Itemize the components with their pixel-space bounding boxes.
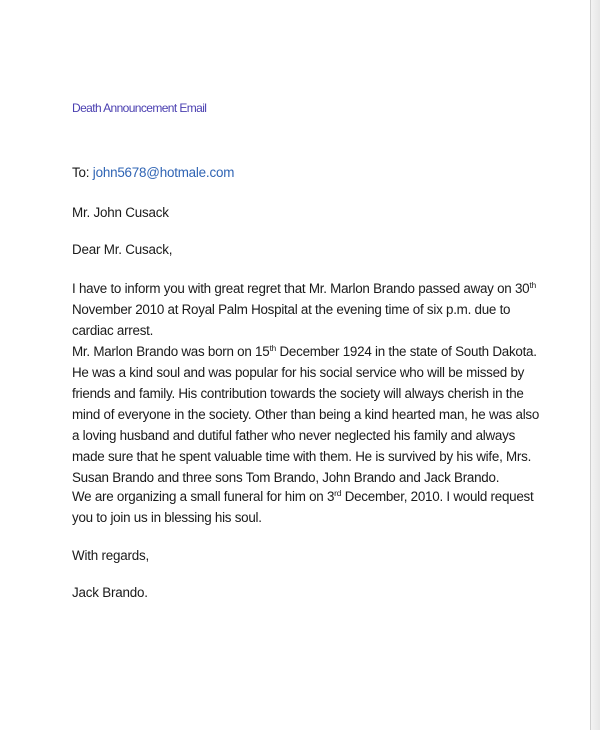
signature: Jack Brando. [72,585,148,600]
ordinal-suffix: th [269,343,277,353]
to-line [72,163,234,183]
paragraph-death-notice [72,278,542,341]
paragraph-text: We are organizing a small funeral for him on 3 [72,489,335,504]
paragraph-text: December 1924 in the state of South Dakota. He was a kind soul and was popular for his social service who will be missed by friends and family. His contribution towards the society will always cherish in the mind of everyone in the society. Other than being a kind hearted man, he was also a loving husband and dutiful father who never neglected his family and always made sure that he spent valuable time with them. He is survived by his wife, Mrs. Susan Brando and three sons Tom Brando, John Brando and Jack Brando. [72,344,540,485]
ordinal-suffix: th [529,280,536,290]
salutation: Dear Mr. Cusack, [72,242,173,257]
paragraph-text: December, 2010. I would request you to join us in blessing his soul. [72,489,534,525]
paragraph-text: I have to inform you with great regret that Mr. Marlon Brando passed away on 30 [72,281,530,296]
ordinal-suffix: rd [334,488,342,498]
page-edge [590,0,600,730]
to-label: To: [72,165,93,180]
paragraph-text: November 2010 at Royal Palm Hospital at the evening time of six p.m. due to cardiac arrest. [72,302,511,338]
closing: With regards, [72,548,150,563]
recipient-name: Mr. John Cusack [72,205,169,220]
paragraph-text: Mr. Marlon Brando was born on 15 [72,344,270,359]
paragraph-funeral [72,486,542,528]
paragraph-biography [72,341,542,488]
recipient-email-link[interactable]: john5678@hotmale.com [92,165,235,180]
document-title: Death Announcement Email [72,101,207,115]
